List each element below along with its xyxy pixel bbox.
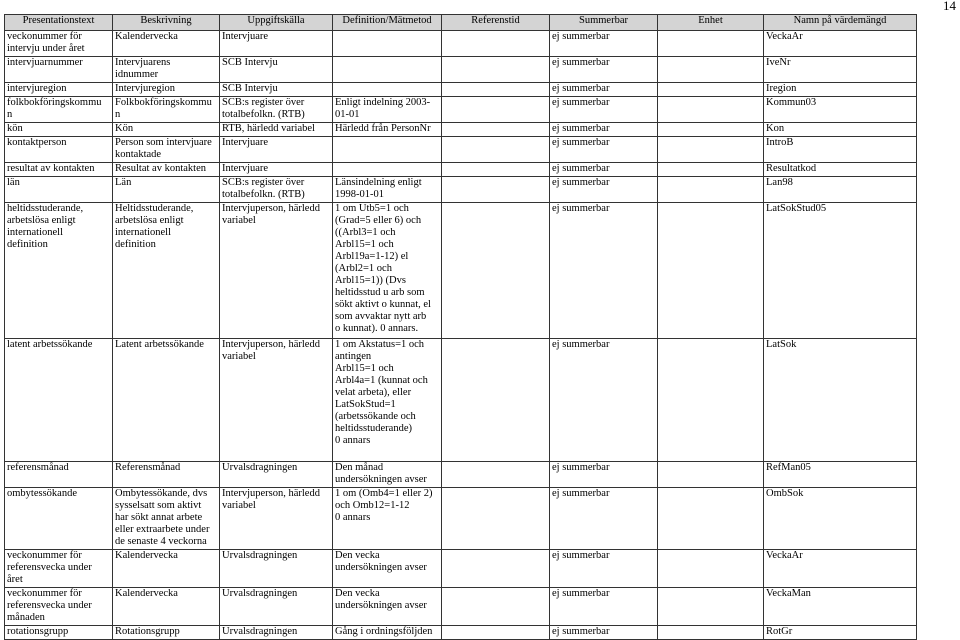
table-cell: Folkbokföringskommu n <box>113 97 220 123</box>
table-cell: OmbSok <box>764 488 917 550</box>
table-cell: LatSokStud05 <box>764 203 917 339</box>
table-cell <box>658 550 764 588</box>
table-cell <box>658 83 764 97</box>
table-row <box>5 462 917 488</box>
table-cell <box>333 31 442 57</box>
table-cell: Urvalsdragningen <box>220 550 333 588</box>
table-row <box>5 339 917 462</box>
column-header: Referenstid <box>442 15 550 31</box>
table-cell: Gång i ordningsföljden <box>333 626 442 640</box>
table-row <box>5 488 917 550</box>
table-cell <box>333 163 442 177</box>
table-cell: Resultatkod <box>764 163 917 177</box>
table-cell: ej summerbar <box>550 462 658 488</box>
table-cell: Urvalsdragningen <box>220 462 333 488</box>
table-body <box>5 31 917 640</box>
table-cell: Person som intervjuare kontaktade <box>113 137 220 163</box>
table-cell: 1 om Utb5=1 och (Grad=5 eller 6) och ((Arbl3=1 och Arbl15=1 och Arbl19a=1-12) el (Arbl2=1 och Arbl15=1)) (Dvs heltidsstud u arb som sökt aktivt o kunnat, el som avvaktar nytt arb o kunnat). 0 annars. <box>333 203 442 339</box>
table-cell <box>658 137 764 163</box>
table-cell <box>658 203 764 339</box>
table-cell: resultat av kontakten <box>5 163 113 177</box>
table-cell: IveNr <box>764 57 917 83</box>
table-cell: ej summerbar <box>550 488 658 550</box>
table-cell <box>442 83 550 97</box>
table-cell <box>442 626 550 640</box>
table-cell: Intervjuperson, härledd variabel <box>220 339 333 462</box>
table-cell: Kalendervecka <box>113 31 220 57</box>
table-cell <box>442 203 550 339</box>
table-cell <box>442 97 550 123</box>
table-cell: Iregion <box>764 83 917 97</box>
table-cell: ej summerbar <box>550 626 658 640</box>
table-cell: intervjuregion <box>5 83 113 97</box>
table-cell: VeckaAr <box>764 31 917 57</box>
table-cell: Intervjuperson, härledd variabel <box>220 488 333 550</box>
table-cell: veckonummer för intervju under året <box>5 31 113 57</box>
page-number: 14 <box>943 0 956 13</box>
table-cell <box>658 462 764 488</box>
table-cell: ej summerbar <box>550 97 658 123</box>
table-row <box>5 588 917 626</box>
table-cell <box>442 462 550 488</box>
table-cell <box>658 97 764 123</box>
table-cell <box>442 137 550 163</box>
table-cell: Den vecka undersökningen avser <box>333 550 442 588</box>
table-cell: folkbokföringskommu n <box>5 97 113 123</box>
table-row <box>5 177 917 203</box>
column-header: Namn på värdemängd <box>764 15 917 31</box>
table-cell <box>658 31 764 57</box>
table-row <box>5 83 917 97</box>
table-cell: veckonummer för referensvecka under året <box>5 550 113 588</box>
column-header: Beskrivning <box>113 15 220 31</box>
table-cell: intervjuarnummer <box>5 57 113 83</box>
table-cell <box>442 588 550 626</box>
table-cell: Referensmånad <box>113 462 220 488</box>
table-cell <box>442 123 550 137</box>
table-cell <box>658 123 764 137</box>
table-cell: Resultat av kontakten <box>113 163 220 177</box>
table-row <box>5 550 917 588</box>
table-cell <box>658 339 764 462</box>
column-header: Enhet <box>658 15 764 31</box>
table-row <box>5 57 917 83</box>
table-row <box>5 203 917 339</box>
table-cell: Kalendervecka <box>113 588 220 626</box>
table-cell: VeckaMan <box>764 588 917 626</box>
table-cell: ej summerbar <box>550 83 658 97</box>
table-row <box>5 31 917 57</box>
table-cell: Ombytessökande, dvs sysselsatt som aktivt har sökt annat arbete eller extraarbete under de senaste 4 veckorna <box>113 488 220 550</box>
table-cell <box>442 57 550 83</box>
column-header: Presentationstext <box>5 15 113 31</box>
table-cell: Kön <box>113 123 220 137</box>
table-cell <box>442 177 550 203</box>
table-cell: 1 om Akstatus=1 och antingen Arbl15=1 och Arbl4a=1 (kunnat och velat arbeta), eller LatSokStud=1 (arbetssökande och heltidsstuderande) 0 annars <box>333 339 442 462</box>
table-cell: SCB Intervju <box>220 83 333 97</box>
table-cell <box>658 626 764 640</box>
table-cell: kön <box>5 123 113 137</box>
table-cell: Lan98 <box>764 177 917 203</box>
table-cell: Enligt indelning 2003- 01-01 <box>333 97 442 123</box>
table-row <box>5 626 917 640</box>
table-cell: ej summerbar <box>550 203 658 339</box>
table-cell <box>333 83 442 97</box>
table-cell: ej summerbar <box>550 57 658 83</box>
table-cell: Urvalsdragningen <box>220 626 333 640</box>
table-cell: 1 om (Omb4=1 eller 2) och Omb12=1-12 0 annars <box>333 488 442 550</box>
table-cell: Intervjuregion <box>113 83 220 97</box>
table-cell <box>442 163 550 177</box>
table-cell: län <box>5 177 113 203</box>
table-cell: latent arbetssökande <box>5 339 113 462</box>
table-cell: Intervjuare <box>220 137 333 163</box>
column-header: Summerbar <box>550 15 658 31</box>
column-header: Definition/Mätmetod <box>333 15 442 31</box>
table-cell: ej summerbar <box>550 588 658 626</box>
table-cell: Härledd från PersonNr <box>333 123 442 137</box>
table-cell: SCB:s register över totalbefolkn. (RTB) <box>220 177 333 203</box>
table-cell: ombytessökande <box>5 488 113 550</box>
table-cell <box>658 177 764 203</box>
table-cell: RTB, härledd variabel <box>220 123 333 137</box>
table-cell <box>658 488 764 550</box>
table-cell: VeckaAr <box>764 550 917 588</box>
table-cell: ej summerbar <box>550 163 658 177</box>
table-cell: SCB Intervju <box>220 57 333 83</box>
table-cell: Intervjuperson, härledd variabel <box>220 203 333 339</box>
table-cell: rotationsgrupp <box>5 626 113 640</box>
table-cell: RotGr <box>764 626 917 640</box>
table-cell: LatSok <box>764 339 917 462</box>
table-cell: Den vecka undersökningen avser <box>333 588 442 626</box>
table-cell: ej summerbar <box>550 31 658 57</box>
table-cell: Kalendervecka <box>113 550 220 588</box>
column-header: Uppgiftskälla <box>220 15 333 31</box>
table-cell: Intervjuare <box>220 31 333 57</box>
table-row <box>5 97 917 123</box>
table-row <box>5 137 917 163</box>
table-cell: Intervjuarens idnummer <box>113 57 220 83</box>
table-cell: IntroB <box>764 137 917 163</box>
table-cell: Rotationsgrupp <box>113 626 220 640</box>
table-cell <box>442 31 550 57</box>
table-row <box>5 123 917 137</box>
table-cell: Heltidsstuderande, arbetslösa enligt internationell definition <box>113 203 220 339</box>
table-cell: Kommun03 <box>764 97 917 123</box>
table-cell: Latent arbetssökande <box>113 339 220 462</box>
table-cell: Län <box>113 177 220 203</box>
table-cell <box>658 163 764 177</box>
table-cell: Urvalsdragningen <box>220 588 333 626</box>
table-cell <box>333 137 442 163</box>
table-row <box>5 163 917 177</box>
table-cell <box>442 488 550 550</box>
table-cell: Kon <box>764 123 917 137</box>
table-cell <box>442 339 550 462</box>
table-cell <box>442 550 550 588</box>
table-cell: kontaktperson <box>5 137 113 163</box>
table-cell <box>333 57 442 83</box>
table-cell: Intervjuare <box>220 163 333 177</box>
table-cell: heltidsstuderande, arbetslösa enligt internationell definition <box>5 203 113 339</box>
table-cell: ej summerbar <box>550 123 658 137</box>
table-cell: Den månad undersökningen avser <box>333 462 442 488</box>
table-cell <box>658 57 764 83</box>
table-cell: ej summerbar <box>550 339 658 462</box>
table-cell: ej summerbar <box>550 177 658 203</box>
table-cell <box>658 588 764 626</box>
table-cell: referensmånad <box>5 462 113 488</box>
table-header-row <box>5 15 917 31</box>
table-cell: veckonummer för referensvecka under månaden <box>5 588 113 626</box>
table-cell: ej summerbar <box>550 550 658 588</box>
table-cell: ej summerbar <box>550 137 658 163</box>
table-cell: Länsindelning enligt 1998-01-01 <box>333 177 442 203</box>
table-cell: RefMan05 <box>764 462 917 488</box>
variable-table <box>4 14 917 640</box>
table-cell: SCB:s register över totalbefolkn. (RTB) <box>220 97 333 123</box>
